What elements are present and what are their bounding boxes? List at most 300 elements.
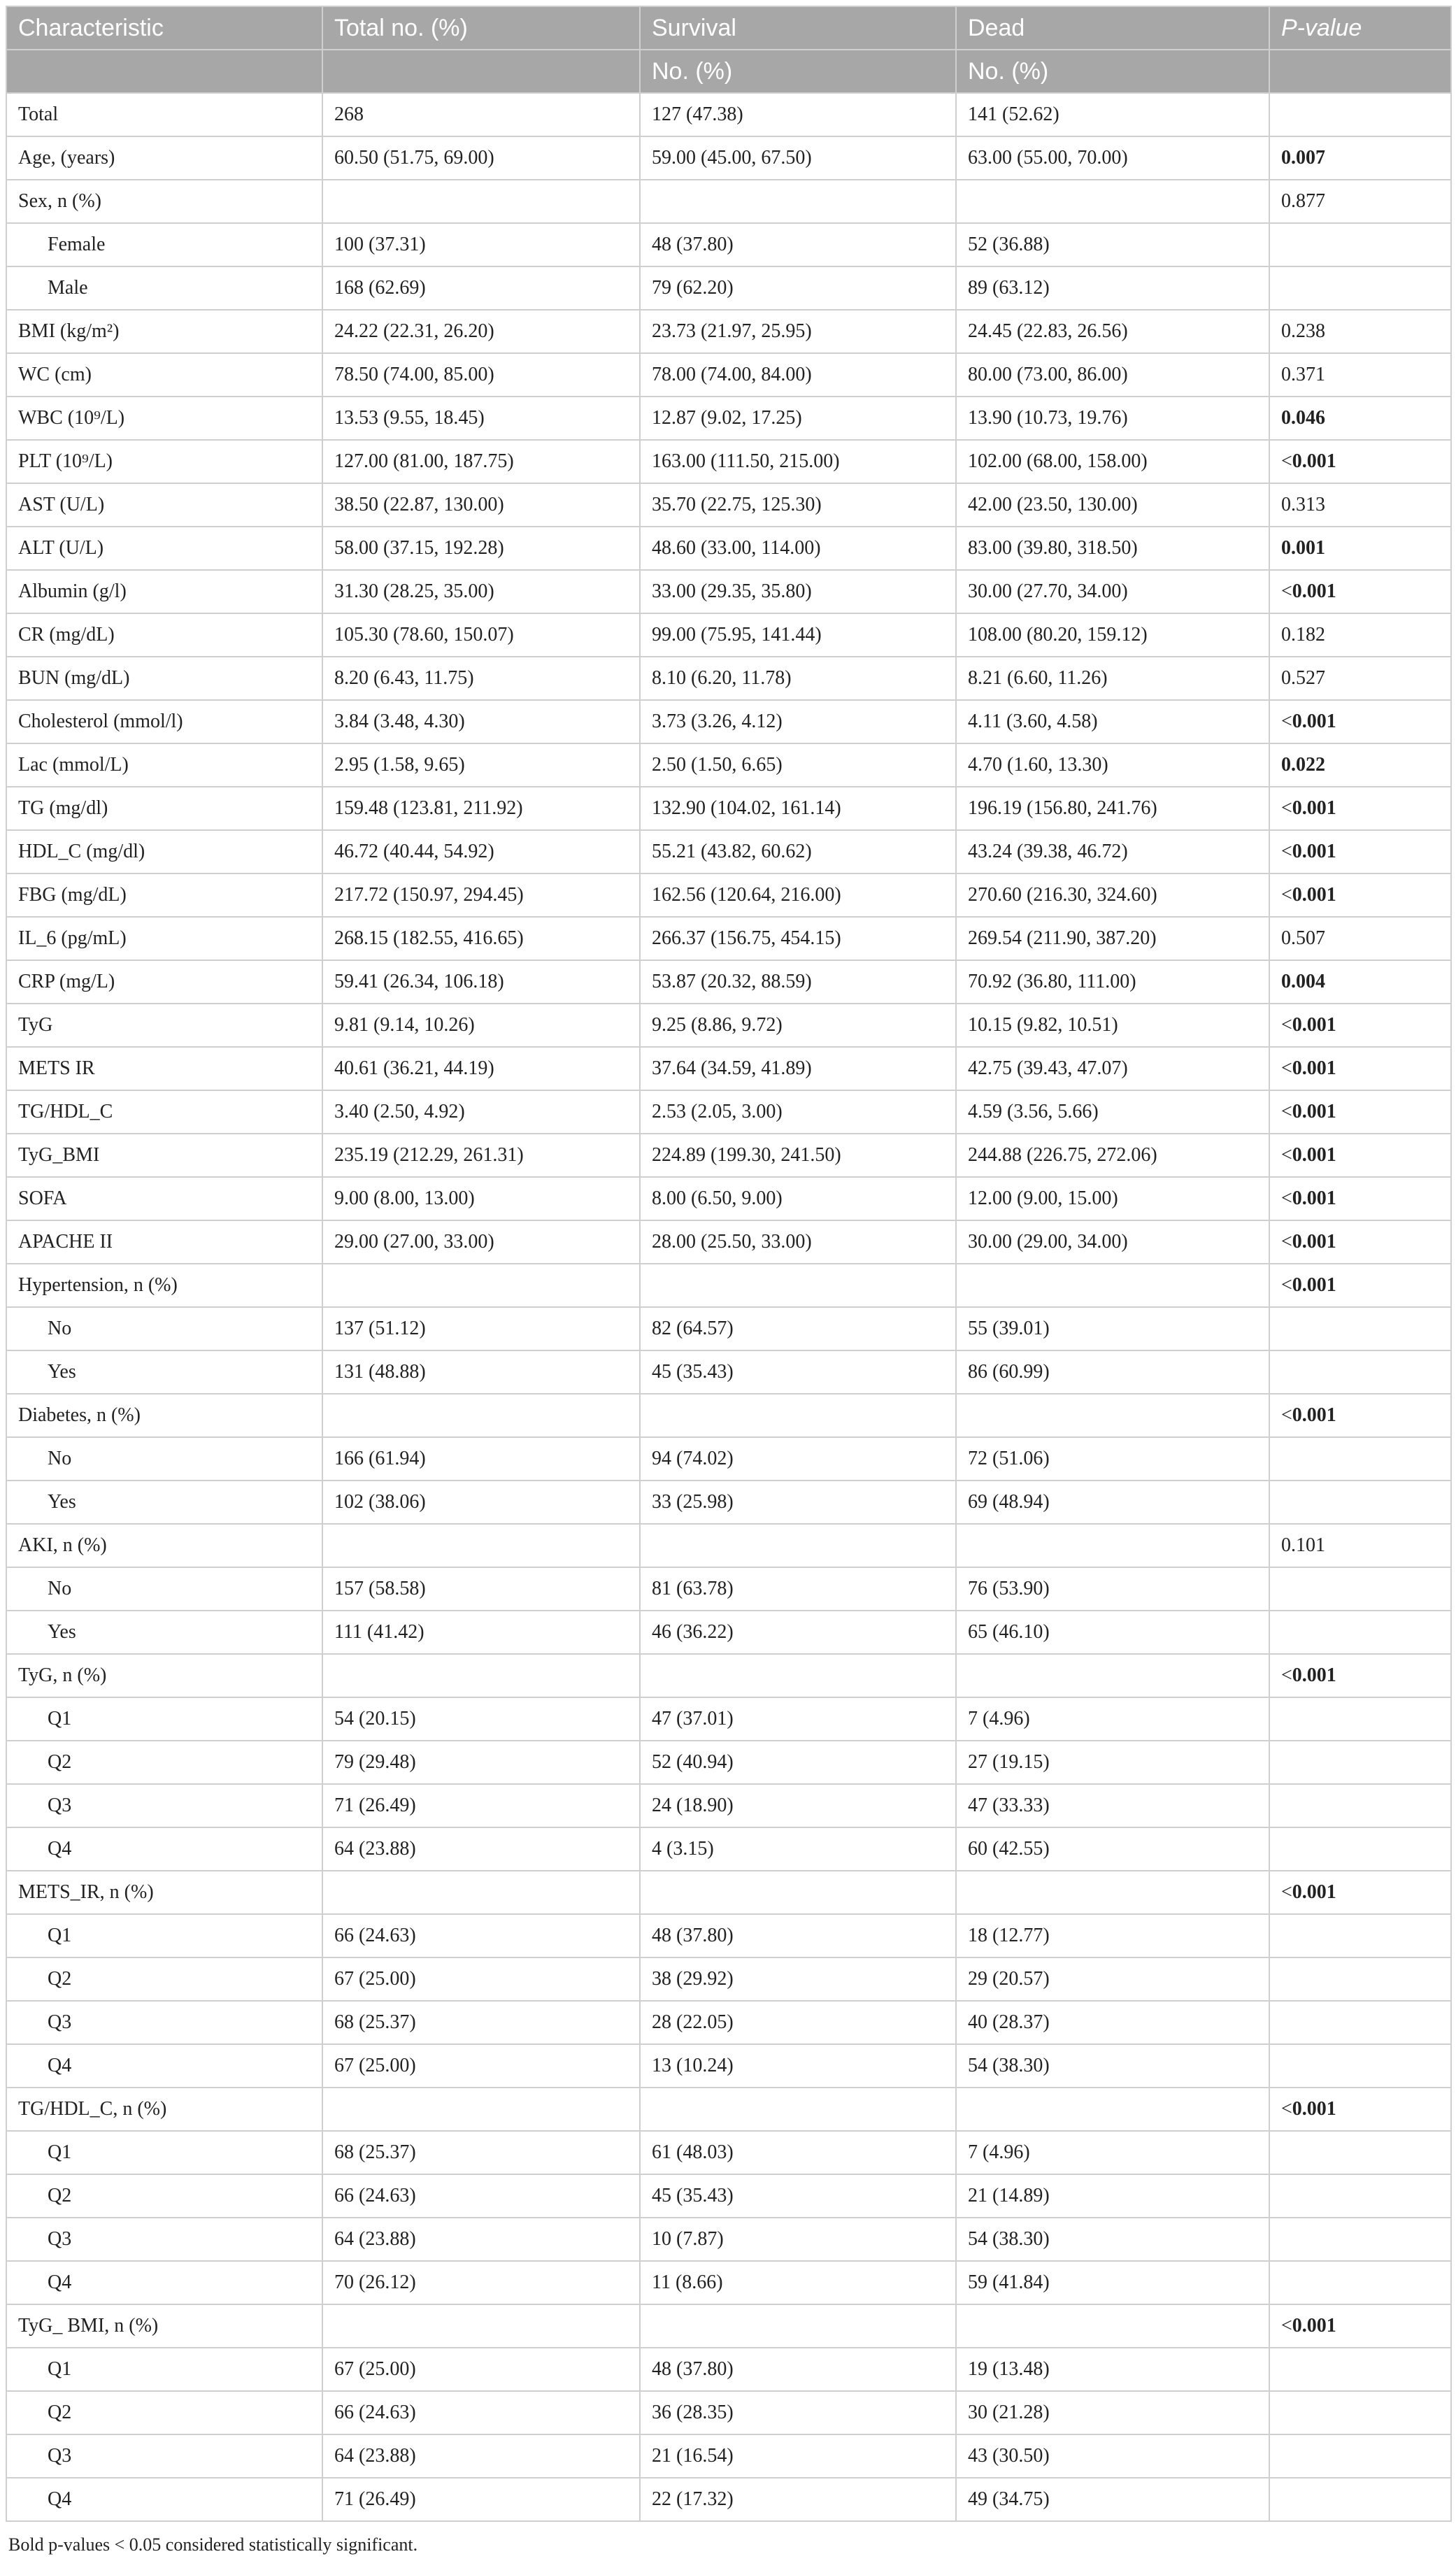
cell-characteristic: Q3 bbox=[6, 2218, 322, 2261]
cell-survival bbox=[640, 180, 956, 223]
cell-dead: 54 (38.30) bbox=[956, 2044, 1269, 2088]
table-row bbox=[6, 570, 1451, 613]
table-row bbox=[6, 2478, 1451, 2521]
cell-survival: 4 (3.15) bbox=[640, 1827, 956, 1871]
cell-survival: 2.53 (2.05, 3.00) bbox=[640, 1090, 956, 1134]
cell-total: 64 (23.88) bbox=[322, 1827, 640, 1871]
header-sub-survival: No. (%) bbox=[640, 50, 956, 93]
cell-total: 59.41 (26.34, 106.18) bbox=[322, 960, 640, 1004]
p-value-text: 0.001 bbox=[1292, 841, 1336, 862]
cell-p-value bbox=[1269, 1567, 1451, 1611]
cell-characteristic: FBG (mg/dL) bbox=[6, 873, 322, 917]
table-row bbox=[6, 1784, 1451, 1827]
cell-characteristic: Q3 bbox=[6, 1784, 322, 1827]
cell-p-value bbox=[1269, 136, 1451, 180]
table-row bbox=[6, 353, 1451, 397]
cell-dead: 54 (38.30) bbox=[956, 2218, 1269, 2261]
cell-p-value bbox=[1269, 1697, 1451, 1741]
less-than-sign: < bbox=[1281, 2315, 1292, 2337]
cell-p-value bbox=[1269, 397, 1451, 440]
cell-survival: 33.00 (29.35, 35.80) bbox=[640, 570, 956, 613]
table-row bbox=[6, 527, 1451, 570]
cell-p-value bbox=[1269, 93, 1451, 136]
cell-dead: 69 (48.94) bbox=[956, 1481, 1269, 1524]
cell-characteristic: WC (cm) bbox=[6, 353, 322, 397]
cell-p-value bbox=[1269, 2218, 1451, 2261]
cell-total: 3.84 (3.48, 4.30) bbox=[322, 700, 640, 743]
table-row bbox=[6, 1220, 1451, 1264]
cell-dead bbox=[956, 1524, 1269, 1567]
p-value-text: 0.001 bbox=[1292, 450, 1336, 472]
p-value-text: 0.001 bbox=[1292, 1274, 1336, 1296]
cell-characteristic: Q3 bbox=[6, 2001, 322, 2044]
table-row bbox=[6, 1134, 1451, 1177]
table-container bbox=[6, 6, 1450, 2555]
cell-survival: 45 (35.43) bbox=[640, 1350, 956, 1394]
cell-p-value bbox=[1269, 1090, 1451, 1134]
cell-dead: 29 (20.57) bbox=[956, 1957, 1269, 2001]
less-than-sign: < bbox=[1281, 2098, 1292, 2120]
cell-p-value bbox=[1269, 1394, 1451, 1437]
cell-survival: 12.87 (9.02, 17.25) bbox=[640, 397, 956, 440]
table-row bbox=[6, 93, 1451, 136]
cell-dead: 18 (12.77) bbox=[956, 1914, 1269, 1957]
cell-p-value bbox=[1269, 2434, 1451, 2478]
cell-total: 105.30 (78.60, 150.07) bbox=[322, 613, 640, 657]
table-row bbox=[6, 1307, 1451, 1350]
cell-total bbox=[322, 1654, 640, 1697]
cell-survival: 53.87 (20.32, 88.59) bbox=[640, 960, 956, 1004]
table-row bbox=[6, 1437, 1451, 1481]
less-than-sign: < bbox=[1281, 1101, 1292, 1122]
cell-survival bbox=[640, 1264, 956, 1307]
header-total: Total no. (%) bbox=[322, 6, 640, 50]
less-than-sign: < bbox=[1281, 1881, 1292, 1903]
cell-survival bbox=[640, 1524, 956, 1567]
cell-total: 54 (20.15) bbox=[322, 1697, 640, 1741]
cell-total bbox=[322, 2088, 640, 2131]
cell-p-value bbox=[1269, 223, 1451, 266]
cell-total: 235.19 (212.29, 261.31) bbox=[322, 1134, 640, 1177]
cell-characteristic: BMI (kg/m²) bbox=[6, 310, 322, 353]
cell-characteristic: SOFA bbox=[6, 1177, 322, 1220]
cell-dead bbox=[956, 1264, 1269, 1307]
less-than-sign: < bbox=[1281, 1187, 1292, 1209]
cell-characteristic: Yes bbox=[6, 1611, 322, 1654]
table-row bbox=[6, 440, 1451, 483]
cell-total: 58.00 (37.15, 192.28) bbox=[322, 527, 640, 570]
cell-characteristic: METS IR bbox=[6, 1047, 322, 1090]
cell-characteristic: No bbox=[6, 1567, 322, 1611]
cell-survival: 36 (28.35) bbox=[640, 2391, 956, 2434]
p-value-text: 0.004 bbox=[1281, 971, 1325, 992]
cell-p-value bbox=[1269, 570, 1451, 613]
table-row bbox=[6, 1394, 1451, 1437]
header-sub-total bbox=[322, 50, 640, 93]
cell-characteristic: Hypertension, n (%) bbox=[6, 1264, 322, 1307]
table-row bbox=[6, 1914, 1451, 1957]
table-row bbox=[6, 310, 1451, 353]
cell-survival: 266.37 (156.75, 454.15) bbox=[640, 917, 956, 960]
p-value-text: 0.238 bbox=[1281, 320, 1325, 342]
cell-survival: 46 (36.22) bbox=[640, 1611, 956, 1654]
cell-survival: 21 (16.54) bbox=[640, 2434, 956, 2478]
cell-characteristic: No bbox=[6, 1307, 322, 1350]
cell-characteristic: Male bbox=[6, 266, 322, 310]
cell-total: 68 (25.37) bbox=[322, 2001, 640, 2044]
cell-p-value bbox=[1269, 657, 1451, 700]
cell-survival: 28 (22.05) bbox=[640, 2001, 956, 2044]
cell-total: 111 (41.42) bbox=[322, 1611, 640, 1654]
p-value-text: 0.046 bbox=[1281, 407, 1325, 429]
cell-characteristic: WBC (10⁹/L) bbox=[6, 397, 322, 440]
cell-dead: 13.90 (10.73, 19.76) bbox=[956, 397, 1269, 440]
cell-total: 67 (25.00) bbox=[322, 2044, 640, 2088]
cell-dead: 7 (4.96) bbox=[956, 1697, 1269, 1741]
header-sub-characteristic bbox=[6, 50, 322, 93]
header-dead: Dead bbox=[956, 6, 1269, 50]
cell-p-value bbox=[1269, 830, 1451, 873]
table-row bbox=[6, 2434, 1451, 2478]
cell-p-value bbox=[1269, 2304, 1451, 2348]
cell-characteristic: TyG, n (%) bbox=[6, 1654, 322, 1697]
cell-total: 157 (58.58) bbox=[322, 1567, 640, 1611]
cell-characteristic: Yes bbox=[6, 1350, 322, 1394]
table-row bbox=[6, 2348, 1451, 2391]
cell-characteristic: Q4 bbox=[6, 2478, 322, 2521]
cell-dead: 40 (28.37) bbox=[956, 2001, 1269, 2044]
cell-dead: 86 (60.99) bbox=[956, 1350, 1269, 1394]
cell-survival bbox=[640, 1871, 956, 1914]
cell-dead: 80.00 (73.00, 86.00) bbox=[956, 353, 1269, 397]
table-row bbox=[6, 266, 1451, 310]
cell-survival bbox=[640, 1654, 956, 1697]
cell-characteristic: Q1 bbox=[6, 2131, 322, 2174]
table-row bbox=[6, 1350, 1451, 1394]
cell-dead bbox=[956, 2088, 1269, 2131]
cell-dead: 43 (30.50) bbox=[956, 2434, 1269, 2478]
p-value-text: 0.001 bbox=[1292, 2098, 1336, 2120]
cell-p-value bbox=[1269, 1307, 1451, 1350]
cell-characteristic: Q3 bbox=[6, 2434, 322, 2478]
less-than-sign: < bbox=[1281, 450, 1292, 472]
cell-dead: 30.00 (27.70, 34.00) bbox=[956, 570, 1269, 613]
cell-p-value bbox=[1269, 613, 1451, 657]
cell-characteristic: IL_6 (pg/mL) bbox=[6, 917, 322, 960]
cell-survival: 94 (74.02) bbox=[640, 1437, 956, 1481]
table-row bbox=[6, 657, 1451, 700]
cell-survival: 28.00 (25.50, 33.00) bbox=[640, 1220, 956, 1264]
header-row-1 bbox=[6, 6, 1451, 50]
cell-total: 166 (61.94) bbox=[322, 1437, 640, 1481]
cell-survival: 163.00 (111.50, 215.00) bbox=[640, 440, 956, 483]
cell-characteristic: AST (U/L) bbox=[6, 483, 322, 527]
cell-characteristic: Sex, n (%) bbox=[6, 180, 322, 223]
cell-p-value bbox=[1269, 700, 1451, 743]
cell-total bbox=[322, 1394, 640, 1437]
cell-characteristic: HDL_C (mg/dl) bbox=[6, 830, 322, 873]
cell-p-value bbox=[1269, 960, 1451, 1004]
cell-characteristic: PLT (10⁹/L) bbox=[6, 440, 322, 483]
less-than-sign: < bbox=[1281, 1057, 1292, 1079]
cell-characteristic: TG/HDL_C, n (%) bbox=[6, 2088, 322, 2131]
cell-dead: 10.15 (9.82, 10.51) bbox=[956, 1004, 1269, 1047]
cell-dead: 244.88 (226.75, 272.06) bbox=[956, 1134, 1269, 1177]
cell-p-value bbox=[1269, 180, 1451, 223]
cell-dead bbox=[956, 1871, 1269, 1914]
p-value-text: 0.101 bbox=[1281, 1534, 1325, 1556]
table-row bbox=[6, 743, 1451, 787]
cell-total bbox=[322, 1524, 640, 1567]
cell-p-value bbox=[1269, 873, 1451, 917]
cell-p-value bbox=[1269, 1047, 1451, 1090]
less-than-sign: < bbox=[1281, 580, 1292, 602]
cell-survival: 9.25 (8.86, 9.72) bbox=[640, 1004, 956, 1047]
cell-total: 64 (23.88) bbox=[322, 2218, 640, 2261]
table-row bbox=[6, 2001, 1451, 2044]
cell-p-value bbox=[1269, 917, 1451, 960]
cell-characteristic: Female bbox=[6, 223, 322, 266]
cell-dead: 47 (33.33) bbox=[956, 1784, 1269, 1827]
table-row bbox=[6, 180, 1451, 223]
cell-total: 46.72 (40.44, 54.92) bbox=[322, 830, 640, 873]
cell-p-value bbox=[1269, 1437, 1451, 1481]
cell-survival: 48 (37.80) bbox=[640, 2348, 956, 2391]
cell-dead: 102.00 (68.00, 158.00) bbox=[956, 440, 1269, 483]
table-row bbox=[6, 2088, 1451, 2131]
cell-survival: 38 (29.92) bbox=[640, 1957, 956, 2001]
table-row bbox=[6, 223, 1451, 266]
cell-p-value bbox=[1269, 1350, 1451, 1394]
cell-survival bbox=[640, 2304, 956, 2348]
cell-total: 168 (62.69) bbox=[322, 266, 640, 310]
cell-p-value bbox=[1269, 1741, 1451, 1784]
cell-p-value bbox=[1269, 1004, 1451, 1047]
cell-total: 217.72 (150.97, 294.45) bbox=[322, 873, 640, 917]
table-row bbox=[6, 1481, 1451, 1524]
table-row bbox=[6, 2174, 1451, 2218]
table-row bbox=[6, 397, 1451, 440]
cell-survival: 52 (40.94) bbox=[640, 1741, 956, 1784]
cell-characteristic: CR (mg/dL) bbox=[6, 613, 322, 657]
cell-characteristic: Q4 bbox=[6, 1827, 322, 1871]
cell-p-value bbox=[1269, 1134, 1451, 1177]
cell-characteristic: Q2 bbox=[6, 2174, 322, 2218]
cell-total: 68 (25.37) bbox=[322, 2131, 640, 2174]
cell-dead bbox=[956, 180, 1269, 223]
cell-p-value bbox=[1269, 1957, 1451, 2001]
table-row bbox=[6, 1177, 1451, 1220]
cell-total: 79 (29.48) bbox=[322, 1741, 640, 1784]
cell-dead: 76 (53.90) bbox=[956, 1567, 1269, 1611]
table-row bbox=[6, 830, 1451, 873]
less-than-sign: < bbox=[1281, 1231, 1292, 1253]
cell-characteristic: TG/HDL_C bbox=[6, 1090, 322, 1134]
cell-total: 9.00 (8.00, 13.00) bbox=[322, 1177, 640, 1220]
cell-dead: 7 (4.96) bbox=[956, 2131, 1269, 2174]
less-than-sign: < bbox=[1281, 1404, 1292, 1426]
cell-p-value bbox=[1269, 1784, 1451, 1827]
cell-total: 60.50 (51.75, 69.00) bbox=[322, 136, 640, 180]
cell-p-value bbox=[1269, 1220, 1451, 1264]
cell-characteristic: Total bbox=[6, 93, 322, 136]
cell-total: 100 (37.31) bbox=[322, 223, 640, 266]
p-value-text: 0.371 bbox=[1281, 364, 1325, 385]
table-row bbox=[6, 873, 1451, 917]
cell-p-value bbox=[1269, 1481, 1451, 1524]
table-header bbox=[6, 6, 1451, 93]
table-row bbox=[6, 2044, 1451, 2088]
cell-characteristic: Q2 bbox=[6, 1957, 322, 2001]
cell-survival: 162.56 (120.64, 216.00) bbox=[640, 873, 956, 917]
cell-dead: 83.00 (39.80, 318.50) bbox=[956, 527, 1269, 570]
cell-p-value bbox=[1269, 310, 1451, 353]
table-row bbox=[6, 1264, 1451, 1307]
cell-dead: 27 (19.15) bbox=[956, 1741, 1269, 1784]
cell-p-value bbox=[1269, 2261, 1451, 2304]
cell-survival: 45 (35.43) bbox=[640, 2174, 956, 2218]
cell-survival: 99.00 (75.95, 141.44) bbox=[640, 613, 956, 657]
cell-survival: 48 (37.80) bbox=[640, 1914, 956, 1957]
cell-survival: 24 (18.90) bbox=[640, 1784, 956, 1827]
table-row bbox=[6, 787, 1451, 830]
cell-characteristic: Q1 bbox=[6, 2348, 322, 2391]
cell-total: 78.50 (74.00, 85.00) bbox=[322, 353, 640, 397]
p-value-text: 0.001 bbox=[1292, 1014, 1336, 1036]
cell-total: 102 (38.06) bbox=[322, 1481, 640, 1524]
cell-characteristic: Age, (years) bbox=[6, 136, 322, 180]
cell-dead: 42.00 (23.50, 130.00) bbox=[956, 483, 1269, 527]
p-value-text: 0.313 bbox=[1281, 494, 1325, 515]
p-value-text: 0.001 bbox=[1292, 1101, 1336, 1122]
table-row bbox=[6, 1697, 1451, 1741]
cell-total: 127.00 (81.00, 187.75) bbox=[322, 440, 640, 483]
cell-total bbox=[322, 1264, 640, 1307]
less-than-sign: < bbox=[1281, 1274, 1292, 1296]
cell-total: 64 (23.88) bbox=[322, 2434, 640, 2478]
header-p-value: P-value bbox=[1269, 6, 1451, 50]
cell-survival: 79 (62.20) bbox=[640, 266, 956, 310]
p-value-text: 0.001 bbox=[1292, 1231, 1336, 1253]
cell-total: 2.95 (1.58, 9.65) bbox=[322, 743, 640, 787]
cell-p-value bbox=[1269, 787, 1451, 830]
cell-survival: 11 (8.66) bbox=[640, 2261, 956, 2304]
cell-total: 66 (24.63) bbox=[322, 2391, 640, 2434]
p-value-text: 0.182 bbox=[1281, 624, 1325, 645]
table-row bbox=[6, 960, 1451, 1004]
cell-dead bbox=[956, 1394, 1269, 1437]
cell-p-value bbox=[1269, 2044, 1451, 2088]
cell-survival: 82 (64.57) bbox=[640, 1307, 956, 1350]
less-than-sign: < bbox=[1281, 711, 1292, 732]
cell-total: 67 (25.00) bbox=[322, 2348, 640, 2391]
table-row bbox=[6, 1090, 1451, 1134]
p-value-text: 0.001 bbox=[1292, 711, 1336, 732]
table-row bbox=[6, 2218, 1451, 2261]
cell-total: 67 (25.00) bbox=[322, 1957, 640, 2001]
cell-characteristic: Diabetes, n (%) bbox=[6, 1394, 322, 1437]
cell-p-value bbox=[1269, 2088, 1451, 2131]
cell-total: 24.22 (22.31, 26.20) bbox=[322, 310, 640, 353]
cell-characteristic: ALT (U/L) bbox=[6, 527, 322, 570]
cell-total bbox=[322, 1871, 640, 1914]
cell-p-value bbox=[1269, 483, 1451, 527]
p-value-text: 0.001 bbox=[1292, 1881, 1336, 1903]
cell-dead: 269.54 (211.90, 387.20) bbox=[956, 917, 1269, 960]
cell-characteristic: Q2 bbox=[6, 2391, 322, 2434]
table-row bbox=[6, 1004, 1451, 1047]
cell-total: 268 bbox=[322, 93, 640, 136]
cell-characteristic: TyG bbox=[6, 1004, 322, 1047]
p-value-text: 0.001 bbox=[1292, 1144, 1336, 1166]
p-value-text: 0.001 bbox=[1292, 2315, 1336, 2337]
cell-survival: 8.00 (6.50, 9.00) bbox=[640, 1177, 956, 1220]
cell-survival: 23.73 (21.97, 25.95) bbox=[640, 310, 956, 353]
cell-characteristic: AKI, n (%) bbox=[6, 1524, 322, 1567]
table-row bbox=[6, 917, 1451, 960]
header-characteristic: Characteristic bbox=[6, 6, 322, 50]
cell-dead: 72 (51.06) bbox=[956, 1437, 1269, 1481]
cell-dead: 4.11 (3.60, 4.58) bbox=[956, 700, 1269, 743]
cell-dead: 196.19 (156.80, 241.76) bbox=[956, 787, 1269, 830]
cell-characteristic: Cholesterol (mmol/l) bbox=[6, 700, 322, 743]
cell-survival: 35.70 (22.75, 125.30) bbox=[640, 483, 956, 527]
cell-characteristic: Q4 bbox=[6, 2261, 322, 2304]
cell-p-value bbox=[1269, 1264, 1451, 1307]
cell-total: 71 (26.49) bbox=[322, 1784, 640, 1827]
cell-dead: 52 (36.88) bbox=[956, 223, 1269, 266]
header-survival: Survival bbox=[640, 6, 956, 50]
cell-survival: 48.60 (33.00, 114.00) bbox=[640, 527, 956, 570]
cell-p-value bbox=[1269, 2478, 1451, 2521]
cell-total: 8.20 (6.43, 11.75) bbox=[322, 657, 640, 700]
table-row bbox=[6, 1827, 1451, 1871]
cell-characteristic: TG (mg/dl) bbox=[6, 787, 322, 830]
cell-survival: 8.10 (6.20, 11.78) bbox=[640, 657, 956, 700]
cell-dead: 70.92 (36.80, 111.00) bbox=[956, 960, 1269, 1004]
cell-dead: 108.00 (80.20, 159.12) bbox=[956, 613, 1269, 657]
cell-survival: 22 (17.32) bbox=[640, 2478, 956, 2521]
table-row bbox=[6, 1957, 1451, 2001]
cell-dead: 30.00 (29.00, 34.00) bbox=[956, 1220, 1269, 1264]
cell-total: 3.40 (2.50, 4.92) bbox=[322, 1090, 640, 1134]
cell-dead bbox=[956, 2304, 1269, 2348]
cell-characteristic: No bbox=[6, 1437, 322, 1481]
cell-p-value bbox=[1269, 527, 1451, 570]
cell-p-value bbox=[1269, 1654, 1451, 1697]
cell-characteristic: Q2 bbox=[6, 1741, 322, 1784]
cell-dead: 24.45 (22.83, 26.56) bbox=[956, 310, 1269, 353]
cell-p-value bbox=[1269, 266, 1451, 310]
table-row bbox=[6, 700, 1451, 743]
cell-p-value bbox=[1269, 2348, 1451, 2391]
cell-p-value bbox=[1269, 2174, 1451, 2218]
cell-p-value bbox=[1269, 2131, 1451, 2174]
cell-p-value bbox=[1269, 1827, 1451, 1871]
cell-total: 268.15 (182.55, 416.65) bbox=[322, 917, 640, 960]
table-row bbox=[6, 1741, 1451, 1784]
cell-characteristic: Q4 bbox=[6, 2044, 322, 2088]
header-row-2 bbox=[6, 50, 1451, 93]
less-than-sign: < bbox=[1281, 797, 1292, 819]
cell-p-value bbox=[1269, 1611, 1451, 1654]
table-row bbox=[6, 1524, 1451, 1567]
cell-survival: 13 (10.24) bbox=[640, 2044, 956, 2088]
cell-characteristic: Albumin (g/l) bbox=[6, 570, 322, 613]
cell-dead: 89 (63.12) bbox=[956, 266, 1269, 310]
cell-total: 13.53 (9.55, 18.45) bbox=[322, 397, 640, 440]
cell-survival bbox=[640, 2088, 956, 2131]
